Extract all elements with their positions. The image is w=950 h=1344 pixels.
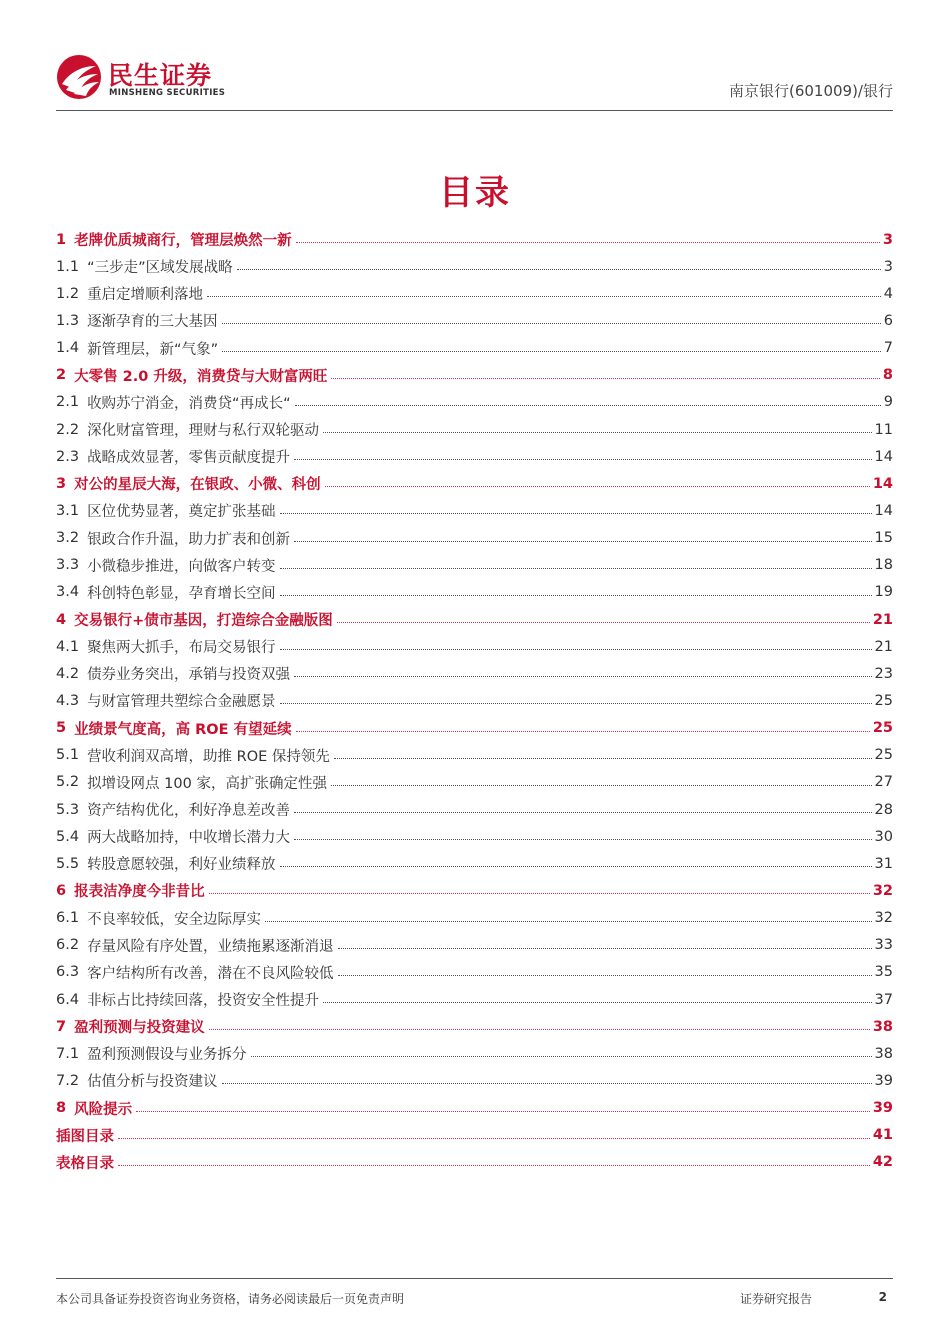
toc-entry[interactable] bbox=[56, 715, 893, 742]
toc-dot-leader bbox=[280, 513, 872, 514]
toc-entry-label: 老牌优质城商行，管理层焕然一新 bbox=[74, 233, 292, 250]
toc-entry-page: 18 bbox=[874, 557, 893, 574]
toc-entry[interactable] bbox=[56, 959, 893, 986]
toc-entry-number: 4.2 bbox=[56, 665, 80, 682]
toc-entry-label: 盈利预测假设与业务拆分 bbox=[87, 1047, 247, 1064]
toc-entry-number: 6.2 bbox=[56, 937, 80, 954]
toc-entry[interactable] bbox=[56, 660, 893, 687]
toc-entry[interactable] bbox=[56, 877, 893, 904]
minsheng-logo-icon bbox=[56, 54, 102, 100]
toc-entry[interactable] bbox=[56, 905, 893, 932]
toc-entry-label: 深化财富管理，理财与私行双轮驱动 bbox=[87, 423, 320, 440]
toc-dot-leader bbox=[337, 622, 870, 623]
toc-entry[interactable] bbox=[56, 796, 893, 823]
toc-entry-page: 25 bbox=[874, 747, 893, 764]
toc-entry[interactable] bbox=[56, 769, 893, 796]
toc-entry-number: 7.2 bbox=[56, 1072, 80, 1089]
toc-entry-label: 与财富管理共塑综合金融愿景 bbox=[87, 694, 276, 711]
footer-divider bbox=[56, 1278, 893, 1279]
toc-entry-page: 3 bbox=[883, 258, 893, 275]
toc-entry-label: 非标占比持续回落，投资安全性提升 bbox=[87, 993, 320, 1009]
toc-dot-leader bbox=[296, 242, 880, 243]
toc-entry-page: 8 bbox=[882, 367, 893, 384]
toc-dot-leader bbox=[265, 921, 871, 922]
toc-dot-leader bbox=[331, 785, 872, 786]
toc-dot-leader bbox=[207, 296, 881, 297]
toc-dot-leader bbox=[338, 975, 872, 976]
toc-dot-leader bbox=[323, 1002, 871, 1003]
toc-entry-label: 两大战略加持，中收增长潜力大 bbox=[87, 830, 291, 847]
toc-entry[interactable] bbox=[56, 1149, 893, 1176]
toc-entry-page: 19 bbox=[874, 584, 893, 601]
toc-entry-page: 41 bbox=[872, 1127, 893, 1144]
toc-entry-label: 科创特色彰显，孕育增长空间 bbox=[87, 585, 276, 602]
toc-entry-label: 聚焦两大抓手，布局交易银行 bbox=[87, 640, 276, 657]
toc-entry[interactable] bbox=[56, 1095, 893, 1122]
toc-entry-number: 6.3 bbox=[56, 964, 80, 981]
toc-entry-number: 2 bbox=[56, 367, 67, 384]
toc-entry-page: 32 bbox=[872, 882, 893, 899]
toc-entry-number: 1.2 bbox=[56, 285, 80, 302]
toc-entry-page: 14 bbox=[874, 448, 893, 465]
toc-entry-label: 拟增设网点 100 家，高扩张确定性强 bbox=[87, 775, 327, 792]
toc-entry-number: 1.3 bbox=[56, 312, 80, 329]
toc-entry-number: 6.4 bbox=[56, 991, 80, 1008]
toc-entry-page: 28 bbox=[874, 801, 893, 818]
toc-entry-page: 42 bbox=[872, 1154, 893, 1171]
toc-entry-page: 39 bbox=[874, 1072, 893, 1089]
toc-entry-label: 小微稳步推进，向做客户转变 bbox=[87, 558, 276, 575]
toc-dot-leader bbox=[334, 758, 872, 759]
toc-dot-leader bbox=[325, 486, 870, 487]
toc-entry-label: 银政合作升温，助力扩表和创新 bbox=[87, 531, 291, 548]
toc-dot-leader bbox=[209, 1029, 870, 1030]
toc-entry[interactable] bbox=[56, 226, 893, 253]
toc-entry-label: 业绩景气度高，高 ROE 有望延续 bbox=[74, 721, 292, 738]
toc-entry-number: 4 bbox=[56, 611, 67, 628]
toc-entry[interactable] bbox=[56, 633, 893, 660]
toc-entry-label: 客户结构所有改善，潜在不良风险较低 bbox=[87, 965, 334, 982]
toc-entry-label: 债券业务突出，承销与投资双强 bbox=[87, 667, 291, 684]
toc-entry-label: 区位优势显著，奠定扩张基础 bbox=[87, 504, 276, 521]
toc-entry-page: 11 bbox=[874, 421, 893, 438]
toc-entry-number: 1.4 bbox=[56, 340, 80, 357]
toc-entry-number: 2.2 bbox=[56, 421, 80, 438]
toc-entry-number: 5.5 bbox=[56, 855, 80, 872]
toc-entry[interactable] bbox=[56, 389, 893, 416]
toc-entry[interactable] bbox=[56, 986, 893, 1013]
toc-dot-leader bbox=[296, 731, 870, 732]
footer-doc-type: 证券研究报告 bbox=[740, 1292, 813, 1306]
toc-entry-label: 存量风险有序处置，业绩拖累逐渐消退 bbox=[87, 938, 334, 955]
toc-dot-leader bbox=[294, 676, 871, 677]
toc-dot-leader bbox=[118, 1138, 870, 1139]
toc-entry[interactable] bbox=[56, 525, 893, 552]
brand-name-en: MINSHENG SECURITIES bbox=[109, 88, 226, 98]
toc-entry-label: 转股意愿较强，利好业绩释放 bbox=[87, 857, 276, 874]
toc-entry-page: 30 bbox=[874, 828, 893, 845]
toc-entry-label: 表格目录 bbox=[56, 1155, 114, 1172]
toc-dot-leader bbox=[323, 432, 871, 433]
toc-entry[interactable] bbox=[56, 416, 893, 443]
toc-entry-number: 6.1 bbox=[56, 910, 80, 927]
toc-entry-number: 5.4 bbox=[56, 828, 80, 845]
toc-entry-label: 营收利润双高增，助推 ROE 保持领先 bbox=[87, 748, 330, 765]
toc-entry-page: 15 bbox=[874, 530, 893, 547]
toc-entry-page: 38 bbox=[872, 1018, 893, 1035]
toc-dot-leader bbox=[280, 649, 872, 650]
toc-entry[interactable] bbox=[56, 1013, 893, 1040]
toc-entry-number: 4.1 bbox=[56, 638, 80, 655]
toc-dot-leader bbox=[280, 568, 872, 569]
toc-entry-page: 14 bbox=[874, 502, 893, 519]
toc-entry[interactable] bbox=[56, 307, 893, 334]
toc-entry-page: 39 bbox=[872, 1100, 893, 1117]
toc-entry-page: 33 bbox=[874, 937, 893, 954]
toc-entry-page: 3 bbox=[882, 231, 893, 248]
toc-entry-label: 逐渐孕育的三大基因 bbox=[87, 314, 218, 331]
toc-dot-leader bbox=[280, 595, 872, 596]
toc-entry-label: 对公的星辰大海，在银政、小微、科创 bbox=[74, 477, 321, 494]
toc-entry-number: 5.1 bbox=[56, 747, 80, 764]
toc-entry-page: 25 bbox=[874, 692, 893, 709]
toc-entry[interactable] bbox=[56, 1122, 893, 1149]
toc-dot-leader bbox=[136, 1111, 870, 1112]
toc-entry-label: 交易银行+债市基因，打造综合金融版图 bbox=[74, 613, 333, 630]
toc-entry-number: 4.3 bbox=[56, 692, 80, 709]
toc-entry-number: 3.2 bbox=[56, 530, 80, 547]
toc-entry-page: 32 bbox=[874, 910, 893, 927]
toc-dot-leader bbox=[294, 812, 871, 813]
toc-entry-number: 3 bbox=[56, 475, 67, 492]
toc-dot-leader bbox=[331, 378, 880, 379]
toc-entry[interactable] bbox=[56, 932, 893, 959]
toc-dot-leader bbox=[294, 541, 871, 542]
toc-entry[interactable] bbox=[56, 687, 893, 714]
toc-dot-leader bbox=[338, 948, 872, 949]
toc-entry-page: 14 bbox=[872, 475, 893, 492]
brand-logo bbox=[56, 54, 276, 104]
toc-entry-number: 3.1 bbox=[56, 502, 80, 519]
toc-entry-number: 5.2 bbox=[56, 774, 80, 791]
toc-entry-label: 重启定增顺利落地 bbox=[87, 287, 204, 304]
toc-entry-page: 23 bbox=[874, 665, 893, 682]
toc-entry-label: 战略成效显著，零售贡献度提升 bbox=[87, 450, 291, 467]
toc-dot-leader bbox=[222, 351, 881, 352]
toc-entry-label: 资产结构优化，利好净息差改善 bbox=[87, 803, 291, 820]
toc-dot-leader bbox=[280, 703, 872, 704]
table-of-contents bbox=[56, 226, 893, 1176]
stock-label: 南京银行(601009)/银行 bbox=[728, 82, 893, 100]
toc-entry-page: 25 bbox=[872, 720, 893, 737]
toc-dot-leader bbox=[294, 839, 871, 840]
toc-dot-leader bbox=[222, 323, 881, 324]
toc-entry-page: 9 bbox=[883, 394, 893, 411]
toc-entry-label: 大零售 2.0 升级，消费贷与大财富两旺 bbox=[74, 368, 328, 385]
toc-entry-page: 21 bbox=[872, 611, 893, 628]
toc-entry[interactable] bbox=[56, 742, 893, 769]
toc-entry-page: 37 bbox=[874, 991, 893, 1008]
toc-entry[interactable] bbox=[56, 470, 893, 497]
toc-entry-number: 6 bbox=[56, 882, 67, 899]
footer-disclaimer: 本公司具备证券投资咨询业务资格，请务必阅读最后一页免责声明 bbox=[56, 1292, 405, 1306]
page-header bbox=[56, 52, 893, 111]
toc-entry-page: 27 bbox=[874, 774, 893, 791]
toc-entry-page: 21 bbox=[874, 638, 893, 655]
toc-dot-leader bbox=[209, 893, 870, 894]
toc-dot-leader bbox=[294, 459, 871, 460]
toc-dot-leader bbox=[280, 866, 872, 867]
toc-entry-label: 插图目录 bbox=[56, 1128, 114, 1145]
toc-entry-label: 收购苏宁消金，消费贷“再成长“ bbox=[87, 395, 291, 412]
toc-entry-page: 4 bbox=[883, 285, 893, 302]
toc-entry-label: 风险提示 bbox=[74, 1101, 133, 1118]
toc-entry[interactable] bbox=[56, 606, 893, 633]
toc-entry-number: 8 bbox=[56, 1100, 67, 1117]
toc-dot-leader bbox=[251, 1056, 872, 1057]
toc-entry-label: 新管理层，新“气象” bbox=[87, 341, 219, 358]
toc-entry[interactable] bbox=[56, 552, 893, 579]
toc-entry[interactable] bbox=[56, 253, 893, 280]
toc-entry-page: 35 bbox=[874, 964, 893, 981]
toc-entry[interactable] bbox=[56, 280, 893, 307]
toc-entry[interactable] bbox=[56, 850, 893, 877]
toc-entry-label: 估值分析与投资建议 bbox=[87, 1074, 218, 1091]
toc-entry[interactable] bbox=[56, 579, 893, 606]
page-title: 目录 bbox=[439, 173, 511, 213]
toc-entry-label: 盈利预测与投资建议 bbox=[74, 1020, 205, 1037]
toc-entry-number: 2.3 bbox=[56, 448, 80, 465]
toc-entry[interactable] bbox=[56, 823, 893, 850]
toc-dot-leader bbox=[237, 269, 881, 270]
toc-entry-number: 3.3 bbox=[56, 557, 80, 574]
toc-entry-number: 5 bbox=[56, 720, 67, 737]
toc-entry[interactable] bbox=[56, 497, 893, 524]
toc-dot-leader bbox=[118, 1165, 870, 1166]
toc-entry-number: 1.1 bbox=[56, 258, 80, 275]
toc-entry-number: 2.1 bbox=[56, 394, 80, 411]
toc-entry-number: 5.3 bbox=[56, 801, 80, 818]
toc-dot-leader bbox=[295, 405, 881, 406]
toc-entry-page: 7 bbox=[883, 340, 893, 357]
toc-entry[interactable] bbox=[56, 335, 893, 362]
toc-entry[interactable] bbox=[56, 362, 893, 389]
toc-entry[interactable] bbox=[56, 1040, 893, 1067]
toc-entry-page: 38 bbox=[874, 1045, 893, 1062]
toc-entry-number: 3.4 bbox=[56, 584, 80, 601]
toc-entry-number: 1 bbox=[56, 231, 67, 248]
toc-entry-label: 不良率较低，安全边际厚实 bbox=[87, 911, 262, 928]
toc-entry-page: 6 bbox=[883, 312, 893, 329]
toc-entry[interactable] bbox=[56, 1067, 893, 1094]
toc-entry[interactable] bbox=[56, 443, 893, 470]
toc-entry-number: 7 bbox=[56, 1018, 67, 1035]
toc-entry-label: “三步走”区域发展战略 bbox=[87, 260, 233, 277]
brand-name-cn: 民生证券 bbox=[108, 61, 213, 90]
toc-dot-leader bbox=[222, 1083, 872, 1084]
page-number: 2 bbox=[878, 1290, 887, 1304]
toc-entry-number: 7.1 bbox=[56, 1045, 80, 1062]
toc-entry-page: 31 bbox=[874, 855, 893, 872]
toc-entry-label: 报表洁净度今非昔比 bbox=[74, 884, 205, 901]
